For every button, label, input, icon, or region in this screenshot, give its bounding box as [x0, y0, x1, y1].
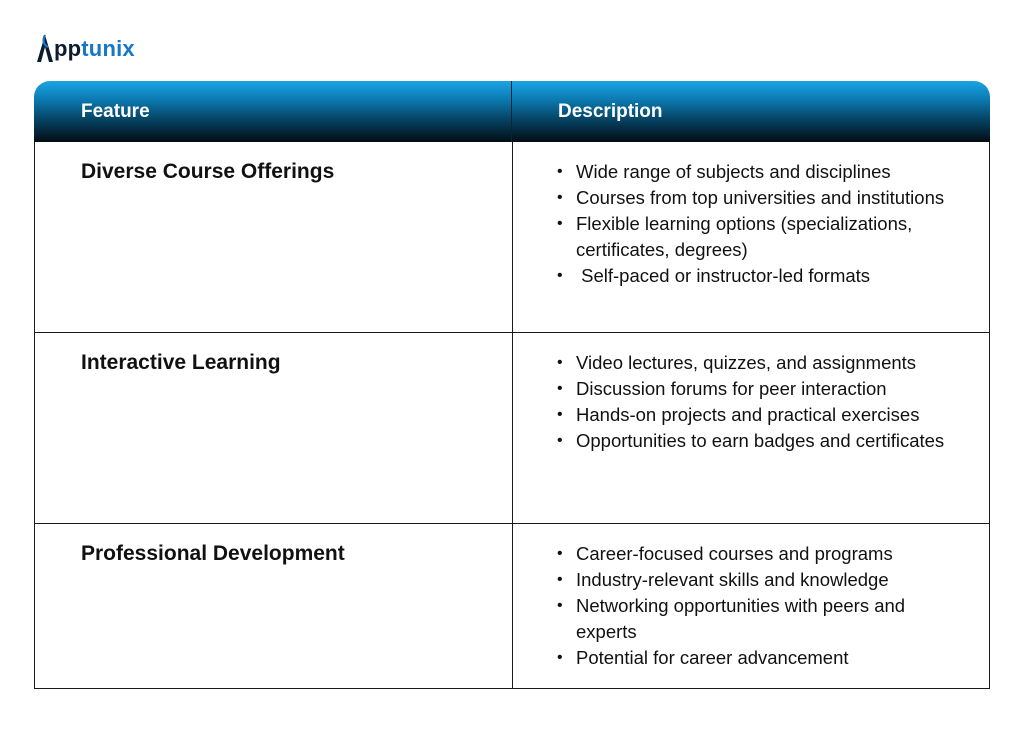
list-item — [557, 350, 967, 376]
list-item-text: Career-focused courses and programs — [576, 543, 893, 564]
list-item-text: Flexible learning options (specializations, certificates, degrees) — [576, 213, 913, 260]
list-item — [557, 541, 967, 567]
feature-name: Interactive Learning — [81, 351, 281, 374]
list-item-text: Wide range of subjects and disciplines — [576, 161, 891, 182]
list-item — [557, 263, 967, 289]
apptunix-a-logo-icon — [36, 33, 54, 63]
bullet-icon: • — [557, 189, 563, 206]
list-item — [557, 211, 967, 263]
brand-name-part2: tunix — [81, 36, 135, 61]
feature-table — [34, 81, 990, 690]
list-item-text: Industry-relevant skills and knowledge — [576, 569, 889, 590]
bullet-icon: • — [557, 571, 563, 588]
bullet-icon: • — [557, 267, 563, 284]
bullet-icon: • — [557, 406, 563, 423]
table-header — [34, 81, 990, 142]
list-item-text: Discussion forums for peer interaction — [576, 378, 887, 399]
list-item — [557, 402, 967, 428]
table-row — [35, 333, 989, 523]
header-feature: Feature — [81, 101, 150, 122]
list-item-text: Courses from top universities and institutions — [576, 187, 945, 208]
list-item — [557, 159, 967, 185]
feature-name: Professional Development — [81, 542, 345, 565]
brand-name-part1: pp — [54, 36, 82, 61]
description-list — [557, 159, 967, 289]
header-divider — [511, 81, 512, 142]
bullet-icon: • — [557, 649, 563, 666]
bullet-icon: • — [557, 354, 563, 371]
bullet-icon: • — [557, 380, 563, 397]
feature-name: Diverse Course Offerings — [81, 160, 335, 183]
header-description: Description — [558, 101, 663, 122]
description-list — [557, 350, 967, 454]
list-item-text: Opportunities to earn badges and certificates — [576, 430, 945, 451]
list-item-text: Hands-on projects and practical exercises — [576, 404, 920, 425]
list-item-text: Video lectures, quizzes, and assignments — [576, 352, 917, 373]
list-item — [557, 567, 967, 593]
bullet-icon: • — [557, 432, 563, 449]
list-item — [557, 185, 967, 211]
table-row — [35, 524, 989, 688]
list-item-text: Potential for career advancement — [576, 647, 849, 668]
list-item — [557, 645, 967, 671]
list-item — [557, 376, 967, 402]
bullet-icon: • — [557, 597, 563, 614]
bullet-icon: • — [557, 545, 563, 562]
table-body — [34, 142, 990, 689]
list-item-text: Networking opportunities with peers and experts — [576, 595, 906, 642]
list-item-text: Self-paced or instructor-led formats — [576, 265, 871, 286]
table-row — [35, 142, 989, 332]
list-item — [557, 593, 967, 645]
description-list — [557, 541, 967, 671]
brand-name — [54, 37, 135, 61]
bullet-icon: • — [557, 163, 563, 180]
bullet-icon: • — [557, 215, 563, 232]
brand-logo — [36, 29, 135, 63]
list-item — [557, 428, 967, 454]
